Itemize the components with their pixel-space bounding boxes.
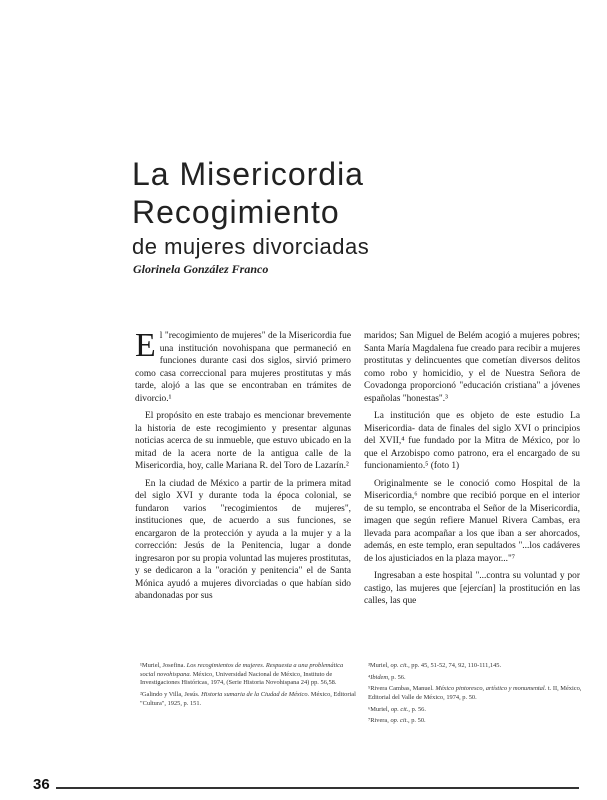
footnote: ¹Muriel, Josefina. Los recogimientos de mujeres. Respuesta a una problemática social novohispana. México, Universidad Nacional de México, Instituto de Investigaciones Históricas, 1974, (Serie Historia Novohispana 24) pp. 56,58.: [140, 662, 344, 687]
paragraph: Ingresaban a este hospital "...contra su voluntad y por castigo, las mujeres que [ejercían] la prostitución en las calles, las que: [364, 571, 580, 606]
page-number: 36: [33, 776, 50, 793]
paragraph-text: l "recogimiento de mujeres" de la Misericordia fue una institución novohispana que permaneció en funciones durante casi dos siglos, sirvió primero como casa correccional para mujeres prostitutas y más tarde, alojó a las que se encontraban en trámites de divorcio.¹: [135, 331, 351, 404]
paragraph: maridos; San Miguel de Belém acogió a mujeres pobres; Santa María Magdalena fue creado para recibir a mujeres prostitutas y delincuentes que cometían diversos delitos como robo y homicidio, y el de Nuestra Señora de Covadonga proporcionó "educación cristiana" a jóvenes españolas "honestas".³: [364, 331, 580, 404]
paragraph: [135, 327, 351, 405]
footnote: ⁵Rivera Cambas, Manuel. México pintoresco, artístico y monumental. t. II, México, Editorial del Valle de México, 1974, p. 50.: [368, 685, 582, 701]
paragraph: En la ciudad de México a partir de la primera mitad del siglo XVI y durante toda la época colonial, se fundaron varios "recogimientos de mujeres", instituciones que, de acuerdo a sus funciones, se encargaron de la protección y ayuda a la mujer y a la corrección: Jesús de la Penitencia, lugar a donde ingresaron por su propia voluntad las mujeres prostitutas, y se dedicaron a la "oración y penitencia" el de Santa Mónica ayudó a mujeres divorciadas o que habían sido abandonadas por sus: [135, 478, 351, 601]
article-title-line-2: Recogimiento: [132, 194, 340, 230]
drop-cap: E: [135, 327, 156, 364]
footnote: ⁷Rivera, op. cit., p. 50.: [368, 717, 426, 725]
right-text-column: [364, 330, 580, 613]
article-title-block: [132, 158, 369, 260]
article-title-line-1: La Misericordia: [132, 156, 364, 192]
footnotes-left: [140, 662, 356, 711]
left-text-column: [135, 327, 351, 608]
footnote: ⁶Muriel, op. cit., p. 56.: [368, 705, 426, 713]
article-subtitle: de mujeres divorciadas: [132, 234, 370, 259]
author-name: Glorinela González Franco: [133, 262, 269, 276]
paragraph: El propósito en este trabajo es mencionar brevemente la historia de este recogimiento y presentar algunas noticias acerca de su inmueble, que estuvo ubicado en la mitad de la acera norte de la antigua calle de la Misericordia, hoy, calle Mariana R. del Toro de Lazarín.²: [135, 411, 351, 471]
footnote: ³Muriel, op. cit., pp. 45, 51-52, 74, 92, 110-111,145.: [368, 662, 502, 669]
footnotes-right: [368, 662, 584, 729]
footer-rule: [56, 787, 579, 789]
footnote: ²Galindo y Villa, Jesús. Historia sumaria de la Ciudad de México. México, Editorial "Cultura", 1925, p. 151.: [140, 690, 356, 707]
paragraph: La institución que es objeto de este estudio La Misericordia- data de finales del siglo XVI o principios del XVII,⁴ fue fundado por la Mitra de México, por lo que el Arzobispo como patrono, era el encargado de su funcionamiento.⁵ (foto 1): [364, 411, 580, 471]
footnote: ⁴Ibidem, p. 56.: [368, 673, 406, 681]
paragraph: Originalmente se le conoció como Hospital de la Misericordia,⁶ nombre que recibió porque en el interior de su templo, se encontraba el Señor de la Misericordia, imagen que según refiere Manuel Rivera Cambas, era llevada para acompañar a los que iban a ser ahorcados, además, en este templo, eran sepultados "...los cadáveres de los ajusticiados en la plaza mayor..."⁷: [364, 478, 580, 564]
